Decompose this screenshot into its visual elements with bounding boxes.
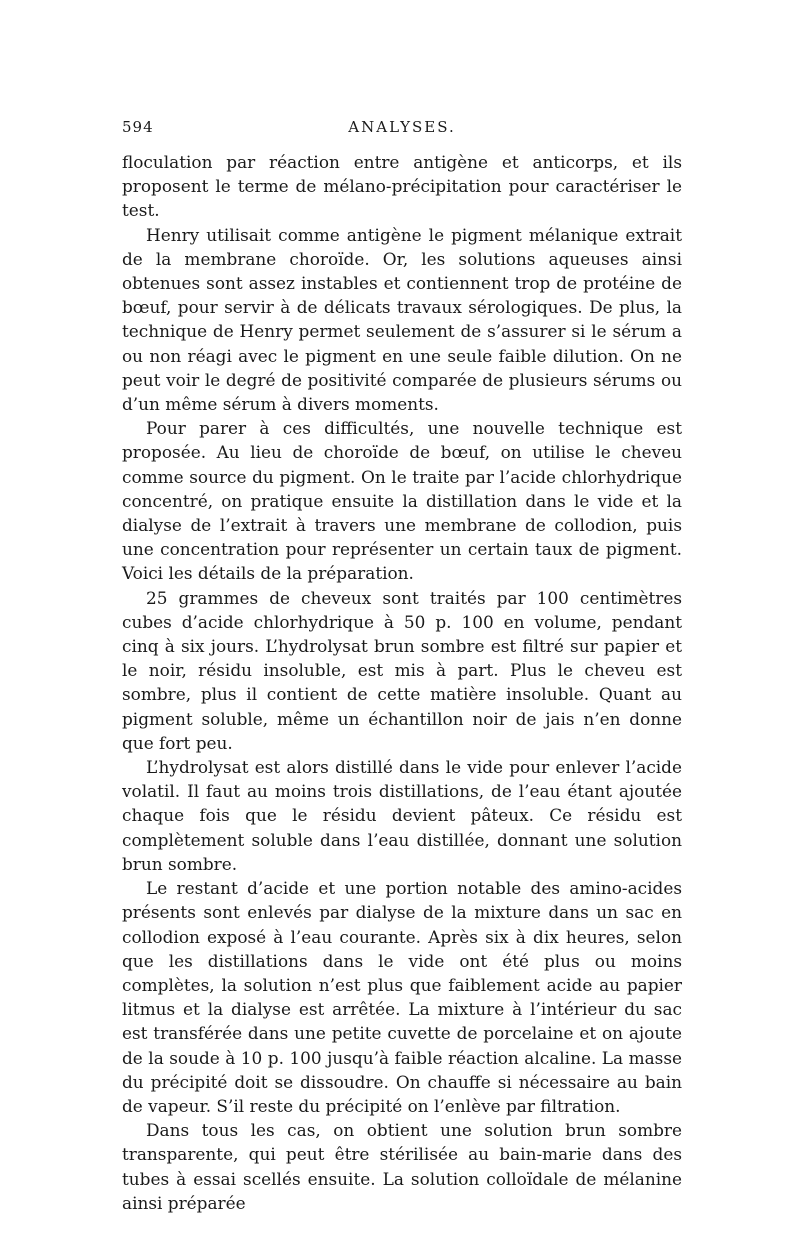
paragraph: L’hydrolysat est alors distillé dans le vide pour enlever l’acide volatil. Il faut au moins trois distillations, de l’eau étant ajoutée chaque fois que le résidu devient pâteux. Ce résidu est complètement soluble dans l’eau distillée, donnant une solution brun sombre. xyxy=(122,757,682,874)
paragraph: Le restant d’acide et une portion notable des amino-acides présents sont enlevés par dialyse de la mixture dans un sac en collodion exposé à l’eau courante. Après six à dix heures, selon que les distillations dans le vide ont été plus ou moins complètes, la solution n’est plus que faiblement acide au papier litmus et la dialyse est arrêtée. La mixture à l’intérieur du sac est transférée dans une petite cuvette de porcelaine et on ajoute de la soude à 10 p. 100 jusqu’à faible réaction alcaline. La masse du précipité doit se dissoudre. On chauffe si nécessaire au bain de vapeur. S’il reste du précipité on l’enlève par filtration. xyxy=(122,878,682,1116)
paragraph: 25 grammes de cheveux sont traités par 100 centimètres cubes d’acide chlorhydrique à 50 p. 100 en volume, pendant cinq à six jours. L’hydrolysat brun sombre est filtré sur papier et le noir, résidu insoluble, est mis à part. Plus le cheveu est sombre, plus il contient de cette matière insoluble. Quant au pigment soluble, même un échantillon noir de jais n’en donne que fort peu. xyxy=(122,587,682,753)
body-text xyxy=(122,150,682,1215)
page-number: 594 xyxy=(122,118,154,136)
paragraph: Dans tous les cas, on obtient une solution brun sombre transparente, qui peut être stérilisée au bain-marie dans des tubes à essai scellés ensuite. La solution colloïdale de mélanine ainsi préparée xyxy=(122,1120,682,1213)
page-header xyxy=(122,118,682,140)
paragraph: Pour parer à ces difficultés, une nouvelle technique est proposée. Au lieu de choroïde de bœuf, on utilise le cheveu comme source du pigment. On le traite par l’acide chlorhydrique concentré, on pratique ensuite la distillation dans le vide et la dialyse de l’extrait à travers une membrane de collodion, puis une concentration pour représenter un certain taux de pigment. Voici les détails de la préparation. xyxy=(122,418,682,584)
paragraph-continuation: floculation par réaction entre antigène et anticorps, et ils proposent le terme de mélano-précipitation pour caractériser le test. xyxy=(122,152,682,221)
running-head: ANALYSES. xyxy=(348,118,456,136)
paragraph: Henry utilisait comme antigène le pigment mélanique extrait de la membrane choroïde. Or, les solutions aqueuses ainsi obtenues sont assez instables et contiennent trop de protéine de bœuf, pour servir à de délicats travaux sérologiques. De plus, la technique de Henry permet seulement de s’assurer si le sérum a ou non réagi avec le pigment en une seule faible dilution. On ne peut voir le degré de positivité comparée de plusieurs sérums ou d’un même sérum à divers moments. xyxy=(122,224,682,415)
